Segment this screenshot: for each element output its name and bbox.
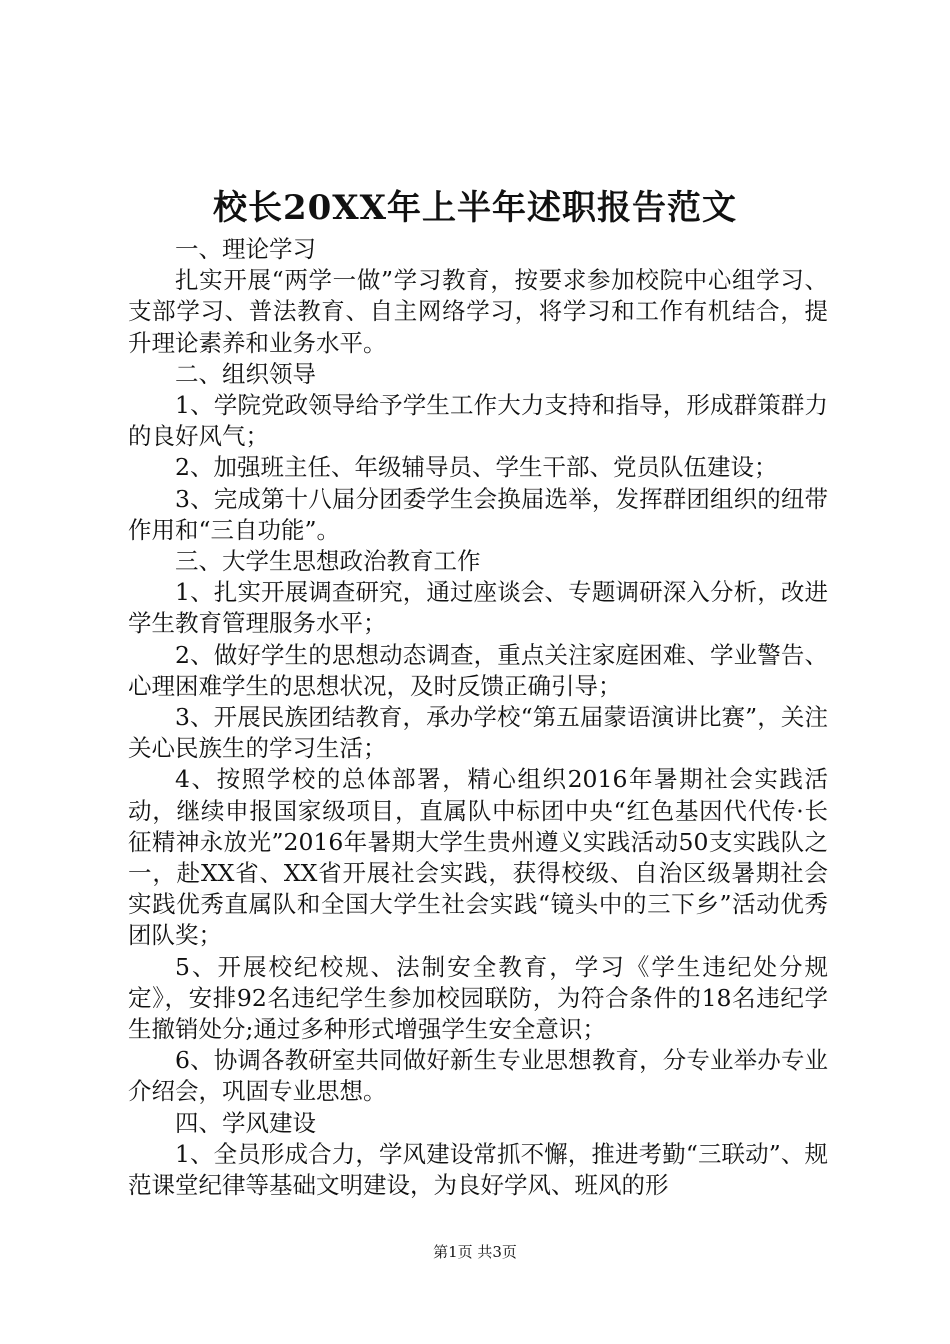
section-heading: 二、组织领导 (175, 359, 316, 388)
section-heading: 一、理论学习 (175, 235, 316, 263)
section-heading: 三、大学生思想政治教育工作 (175, 547, 481, 576)
section-heading: 四、学风建设 (175, 1108, 316, 1137)
document-body (128, 234, 828, 1201)
paragraph: 1、扎实开展调查研究，通过座谈会、专题调研深入分析，改进学生教育管理服务水平； (128, 578, 828, 638)
paragraph: 1、学院党政领导给予学生工作大力支持和指导，形成群策群力的良好风气； (128, 391, 828, 451)
paragraph: 5、开展校纪校规、法制安全教育，学习《学生违纪处分规定》，安排92名违纪学生参加校园联防，为符合条件的18名违纪学生撤销处分;通过多种形式增强学生安全意识； (128, 952, 828, 1044)
paragraph: 6、协调各教研室共同做好新生专业思想教育，分专业举办专业介绍会，巩固专业思想。 (128, 1046, 828, 1106)
page-number-footer: 第1页 共3页 (433, 1243, 517, 1261)
paragraph: 1、全员形成合力，学风建设常抓不懈，推进考勤“三联动”、规范课堂纪律等基础文明建设，为良好学风、班风的形 (128, 1139, 828, 1200)
paragraph: 2、加强班主任、年级辅导员、学生干部、党员队伍建设； (175, 453, 778, 482)
paragraph: 3、开展民族团结教育，承办学校“第五届蒙语演讲比赛”，关注关心民族生的学习生活； (128, 703, 828, 763)
paragraph: 2、做好学生的思想动态调查，重点关注家庭困难、学业警告、心理困难学生的思想状况，及时反馈正确引导； (128, 640, 828, 700)
document-title: 校长20XX年上半年述职报告范文 (212, 188, 738, 228)
paragraph: 3、完成第十八届分团委学生会换届选举，发挥群团组织的纽带作用和“三自功能”。 (128, 484, 828, 544)
paragraph: 4、按照学校的总体部署，精心组织2016年暑期社会实践活动，继续申报国家级项目，直属队中标团中央“红色基因代代传·长征精神永放光”2016年暑期大学生贵州遵义实践活动50支实践队之一，赴XX省、XX省开展社会实践，获得校级、自治区级暑期社会实践优秀直属队和全国大学生社会实践“镜头中的三下乡”活动优秀团队奖； (128, 765, 828, 950)
paragraph: 扎实开展“两学一做”学习教育，按要求参加校院中心组学习、支部学习、普法教育、自主网络学习，将学习和工作有机结合，提升理论素养和业务水平。 (128, 266, 828, 357)
